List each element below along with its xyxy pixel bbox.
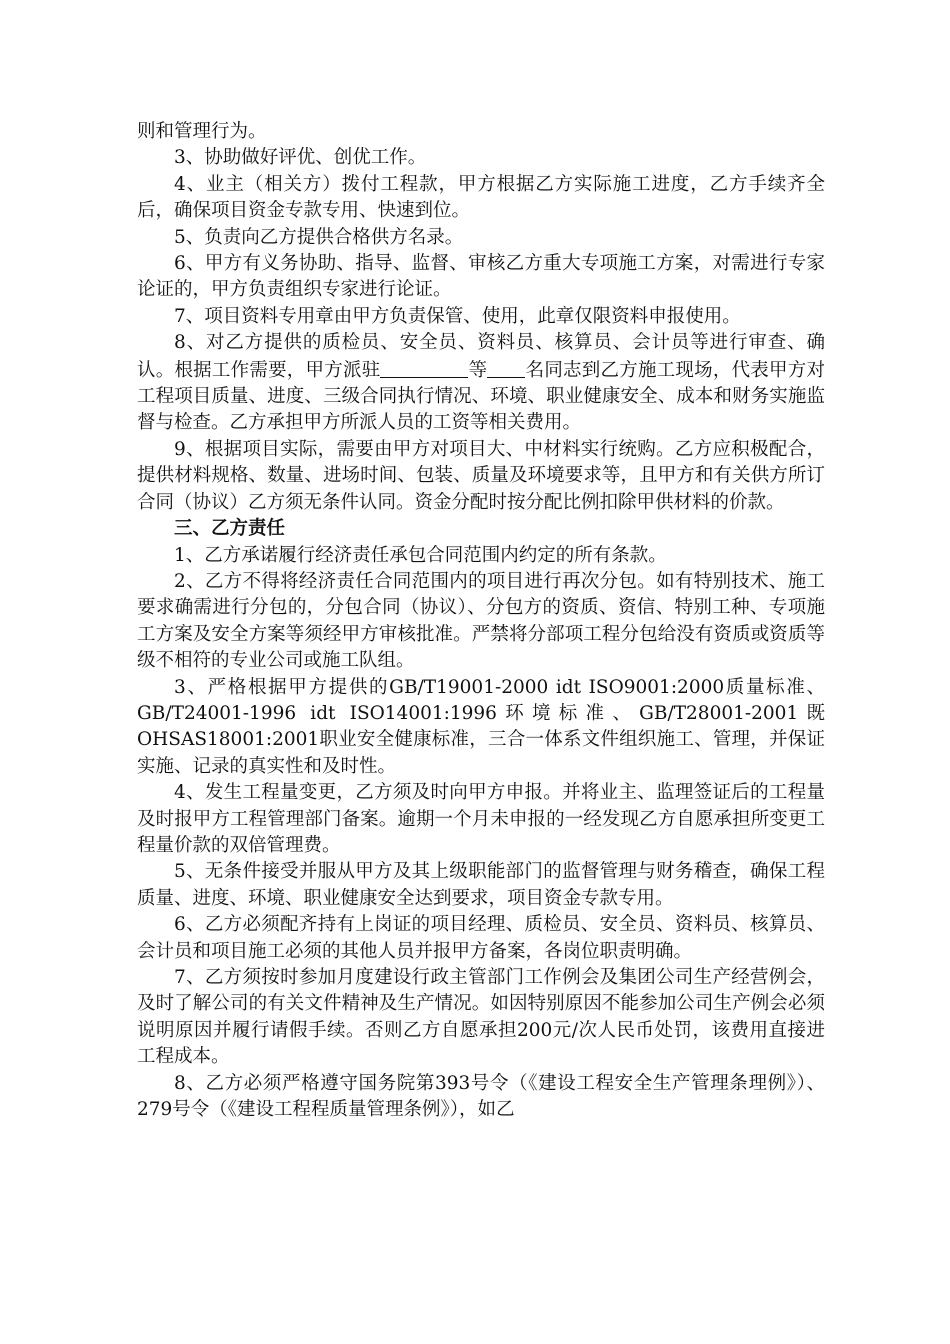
paragraph-continuation: 则和管理行为。 xyxy=(137,121,267,142)
paragraph-text-segment: 名同志到乙方施工现场，代表甲方对工程项目质量、进度、三级合同执行情况、环境、职业健康安全、成本和财务实施监督与检查。乙方承担甲方所派人员的工资等相关费用。 xyxy=(137,359,825,434)
paragraph-party-a-item-3: 3、协助做好评优、创优工作。 xyxy=(174,147,427,169)
paragraph-party-b-item-5: 5、无条件接受并服从甲方及其上级职能部门的监督管理与财务稽查，确保工程质量、进度、环境、职业健康安全达到要求，项目资金专款专用。 xyxy=(137,861,825,909)
paragraph-party-a-item-7: 7、项目资料专用章由甲方负责保管、使用，此章仅限资料申报使用。 xyxy=(174,305,741,327)
fill-in-blank-count[interactable] xyxy=(487,357,525,378)
paragraph-text-segment: 等 xyxy=(468,359,488,381)
paragraph-party-b-item-7: 7、乙方须按时参加月度建设行政主管部门工作例会及集团公司生产经营例会，及时了解公司的有关文件精神及生产情况。如因特别原因不能参加公司生产例会必须说明原因并履行请假手续。否则乙方自愿承担200元/次人民币处罚，该费用直接进工程成本。 xyxy=(137,967,825,1068)
paragraph-party-b-item-8: 8、乙方必须严格遵守国务院第393号令（《建设工程安全生产管理条理例》）、279号令（《建设工程程质量管理条例》），如乙 xyxy=(137,1072,825,1121)
paragraph-party-b-item-4: 4、发生工程量变更，乙方须及时向甲方申报。并将业主、监理签证后的工程量及时报甲方工程管理部门备案。逾期一个月未申报的一经发现乙方自愿承担所变更工程量价款的双倍管理费。 xyxy=(137,782,825,856)
paragraph-party-a-item-4: 4、业主（相关方）拨付工程款，甲方根据乙方实际施工进度，乙方手续齐全后，确保项目资金专款专用、快速到位。 xyxy=(137,173,825,222)
paragraph-party-a-item-6: 6、甲方有义务协助、指导、监督、审核乙方重大专项施工方案，对需进行专家论证的，甲方负责组织专家进行论证。 xyxy=(137,253,825,301)
document-page xyxy=(137,119,825,1123)
paragraph-text-segment: 8、对乙方提供的质检员、安全员、资料员、核算员、会计员等进行审查、确认。根据工作需要，甲方派驻 xyxy=(137,332,825,381)
paragraph-party-b-item-2: 2、乙方不得将经济责任合同范围内的项目进行再次分包。如有特别技术、施工要求确需进行分包的，分包合同（协议）、分包方的资质、资信、特别工种、专项施工方案及安全方案等须经甲方审核批准。严禁将分部项工程分包给没有资质或资质等级不相符的专业公司或施工队组。 xyxy=(137,570,825,672)
paragraph-party-b-item-1: 1、乙方承诺履行经济责任承包合同范围内约定的所有条款。 xyxy=(174,544,667,566)
paragraph-party-a-item-9: 9、根据项目实际，需要由甲方对项目大、中材料实行统购。乙方应积极配合，提供材料规格、数量、进场时间、包装、质量及环境要求等，且甲方和有关供方所订合同（协议）乙方须无条件认同。资金分配时按分配比例扣除甲供材料的价款。 xyxy=(137,438,825,513)
section-heading-party-b: 三、乙方责任 xyxy=(174,518,286,540)
paragraph-party-a-item-5: 5、负责向乙方提供合格供方名录。 xyxy=(174,226,464,248)
fill-in-blank-personnel[interactable] xyxy=(380,357,468,378)
paragraph-party-b-item-3: 3、严格根据甲方提供的GB/T19001-2000 idt ISO9001:2000质量标准、GB/T24001-1996 idt ISO14001:1996环境标准、GB/T28001-2001既OHSAS18001:2001职业安全健康标准，三合一体系文件组织施工、管理，并保证实施、记录的真实性和及时性。 xyxy=(137,676,825,777)
paragraph-party-b-item-6: 6、乙方必须配齐持有上岗证的项目经理、质检员、安全员、资料员、核算员、会计员和项目施工必须的其他人员并报甲方备案，各岗位职责明确。 xyxy=(137,914,825,962)
paragraph-party-a-item-8 xyxy=(137,330,825,437)
